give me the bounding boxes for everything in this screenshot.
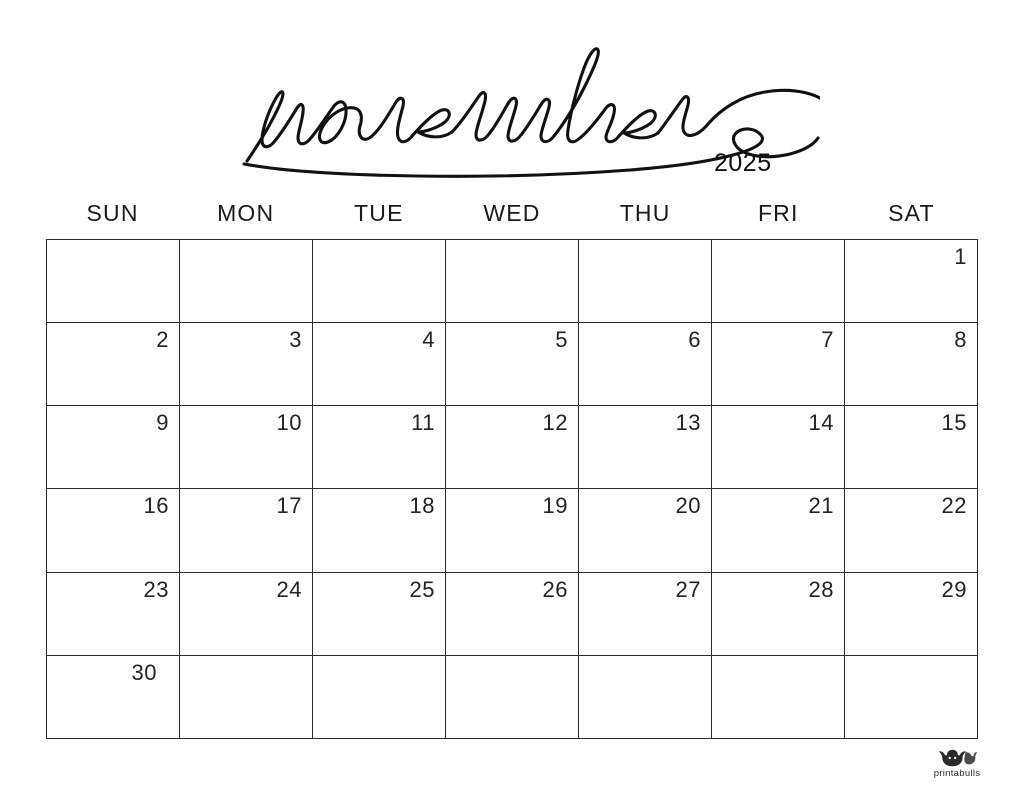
day-cell[interactable] [579,240,712,323]
day-cell[interactable] [712,240,845,323]
day-cell[interactable] [712,489,845,572]
day-cell[interactable] [579,489,712,572]
day-number: 8 [954,327,967,353]
day-cell[interactable] [446,489,579,572]
day-cell[interactable] [47,573,180,656]
day-cell[interactable] [446,240,579,323]
weekday-label-fri: FRI [757,200,799,226]
weekday-label-mon: MON [217,200,275,226]
day-number: 19 [542,493,568,519]
day-number: 27 [675,576,701,602]
weekday-label-tue: TUE [354,200,404,226]
day-cell[interactable] [180,489,313,572]
day-number: 22 [941,493,967,519]
day-number: 11 [411,410,435,436]
day-number: 16 [143,493,169,519]
day-cell[interactable] [180,323,313,406]
footer-brand [926,749,988,779]
day-cell[interactable] [313,489,446,572]
day-cell[interactable] [313,656,446,739]
weekday-label-sun: SUN [86,200,139,226]
day-cell[interactable] [47,323,180,406]
day-cell[interactable] [446,656,579,739]
day-number: 13 [675,410,701,436]
day-cell[interactable] [446,323,579,406]
weekday-label-thu: THU [619,200,671,226]
day-cell[interactable] [579,656,712,739]
day-number: 25 [409,576,435,602]
day-number: 24 [276,576,302,602]
day-cell[interactable] [712,656,845,739]
day-number: 7 [821,327,834,353]
day-cell[interactable] [313,573,446,656]
day-number: 26 [542,576,568,602]
day-cell[interactable] [47,489,180,572]
day-cell[interactable] [47,406,180,489]
day-number: 30 [131,659,157,685]
weekday-header-row [46,200,978,227]
day-number: 29 [941,576,967,602]
day-number: 20 [675,493,701,519]
day-number: 2 [156,327,169,353]
day-number: 12 [542,410,568,436]
day-cell[interactable] [712,573,845,656]
day-cell[interactable] [180,573,313,656]
day-cell[interactable] [845,240,978,323]
day-number: 5 [555,327,568,353]
day-number: 3 [289,327,302,353]
brand-name: printabulls [933,768,981,779]
day-number: 28 [808,576,834,602]
calendar-year: 2025 [714,149,772,177]
calendar-grid [46,239,978,739]
day-cell[interactable] [180,240,313,323]
weekday-label-sat: SAT [888,200,935,226]
day-number: 6 [688,327,701,353]
bull-head-icon [935,749,979,767]
day-number: 15 [941,410,967,436]
day-cell[interactable] [313,406,446,489]
day-cell[interactable] [446,573,579,656]
day-cell[interactable] [845,323,978,406]
day-cell[interactable] [180,656,313,739]
day-cell[interactable] [579,406,712,489]
day-number: 14 [808,410,834,436]
day-cell[interactable] [845,656,978,739]
day-number: 9 [156,410,169,436]
day-number: 1 [954,244,967,269]
day-number: 21 [808,493,834,519]
day-number: 23 [143,576,169,602]
weekday-label-wed: WED [483,200,541,226]
day-cell[interactable] [579,573,712,656]
day-cell[interactable] [313,323,446,406]
day-number: 18 [409,493,435,519]
day-cell[interactable] [845,573,978,656]
day-cell[interactable] [446,406,579,489]
day-cell[interactable] [180,406,313,489]
day-cell[interactable] [845,489,978,572]
calendar-title-area [0,18,1024,183]
day-cell[interactable] [712,406,845,489]
day-cell[interactable] [845,406,978,489]
day-number: 10 [276,410,302,436]
day-cell[interactable] [313,240,446,323]
day-cell[interactable] [579,323,712,406]
day-cell[interactable] [712,323,845,406]
day-number: 4 [422,327,435,353]
day-cell[interactable] [47,240,180,323]
day-number: 17 [276,493,302,519]
day-cell[interactable] [47,656,180,739]
